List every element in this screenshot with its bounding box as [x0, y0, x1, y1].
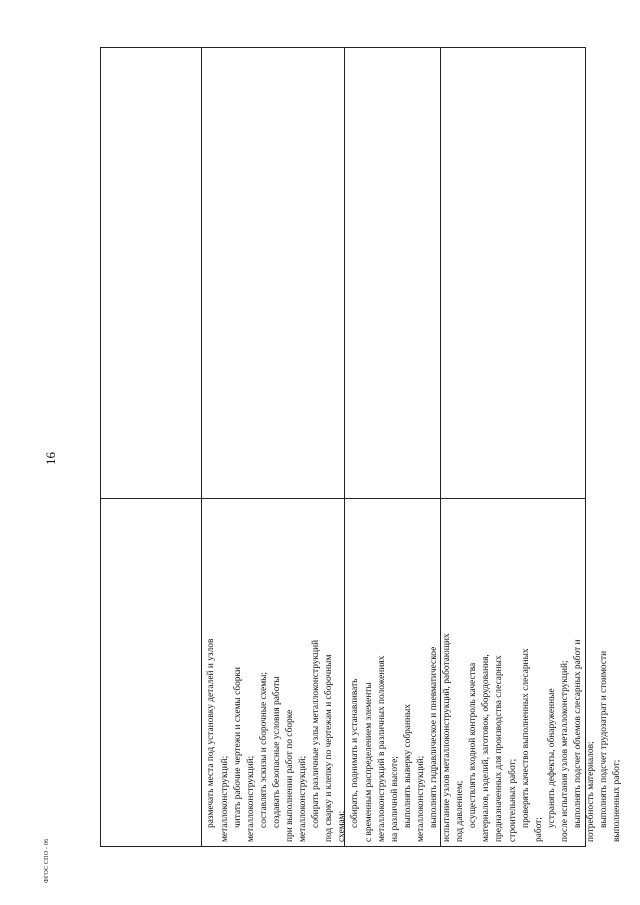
skills-line: строительных работ;	[507, 758, 518, 842]
skills-line: металлоконструкций;	[219, 755, 230, 842]
skills-line: предназначенных для производства слесарных	[494, 655, 505, 842]
skills-line: устранять дефекты, обнаруженные	[546, 688, 557, 842]
table-row	[101, 48, 202, 846]
table-cell-empty	[441, 498, 585, 846]
skills-line: читать рабочие чертежи и схемы сборки	[232, 666, 243, 842]
skills-line: выполнять подсчет объемов слесарных работ и	[573, 639, 584, 842]
skills-line: работ;	[533, 817, 544, 842]
skills-line: выполнять выверку собранных	[402, 704, 413, 842]
skills-line: выполненных работ;	[612, 759, 623, 842]
skills-line: под сварку и клепку по чертежам и сборочным	[324, 654, 335, 842]
skills-line: собирать, поднимать и устанавливать	[350, 678, 361, 842]
skills-line: металлоконструкций;	[415, 755, 426, 842]
table-cell-empty	[441, 48, 585, 498]
skills-line: металлоконструкций;	[298, 755, 309, 842]
table-row	[202, 48, 623, 846]
skills-line: после испытания узлов металлоконструкций;	[559, 660, 570, 842]
page-number: 16	[43, 452, 58, 465]
table-cell-empty	[345, 498, 439, 846]
table-cell-empty	[345, 48, 439, 498]
table-row	[345, 48, 440, 846]
skills-line: на различной высоте;	[389, 756, 400, 842]
footer-code: ФГОС СПО - 06	[44, 838, 50, 883]
skills-line: составлять эскизы и сборочные схемы;	[258, 671, 269, 842]
table-row	[441, 48, 585, 846]
skills-line: под давлением;	[455, 780, 466, 842]
skills-line: металлоконструкций в различных положениях	[376, 655, 387, 842]
skills-line: с временным распределением элементы	[363, 682, 374, 842]
skills-line: потребность материалов;	[586, 741, 597, 842]
skills-line: выполнять подсчет трудозатрат и стоимости	[599, 650, 610, 842]
skills-line: проверять качество выполненных слесарных	[520, 648, 531, 842]
skills-line: осуществлять входной контроль качества	[468, 662, 479, 842]
skills-line: размечать места под установку деталей и узлов	[206, 638, 217, 842]
table-cell-empty	[101, 498, 201, 846]
skills-line: создавать безопасные условия работы	[271, 676, 282, 842]
skills-line: при выполнении работ по сборке	[284, 709, 295, 842]
skills-line: выполнять гидравлическое и пневматическое	[429, 646, 439, 842]
skills-text-cell	[202, 498, 623, 846]
skills-line: металлоконструкций;	[245, 755, 256, 842]
skills-line: собирать различные узлы металлоконструкций	[311, 639, 322, 842]
skills-line: испытание узлов металлоконструкций, работающих	[442, 633, 453, 842]
table-cell-empty	[101, 48, 201, 498]
standards-table	[100, 47, 623, 847]
skills-line: материалов, изделий, заготовок, оборудования,	[481, 654, 492, 842]
skills-line: схемам;	[337, 810, 348, 842]
table-cell-empty	[202, 48, 344, 498]
